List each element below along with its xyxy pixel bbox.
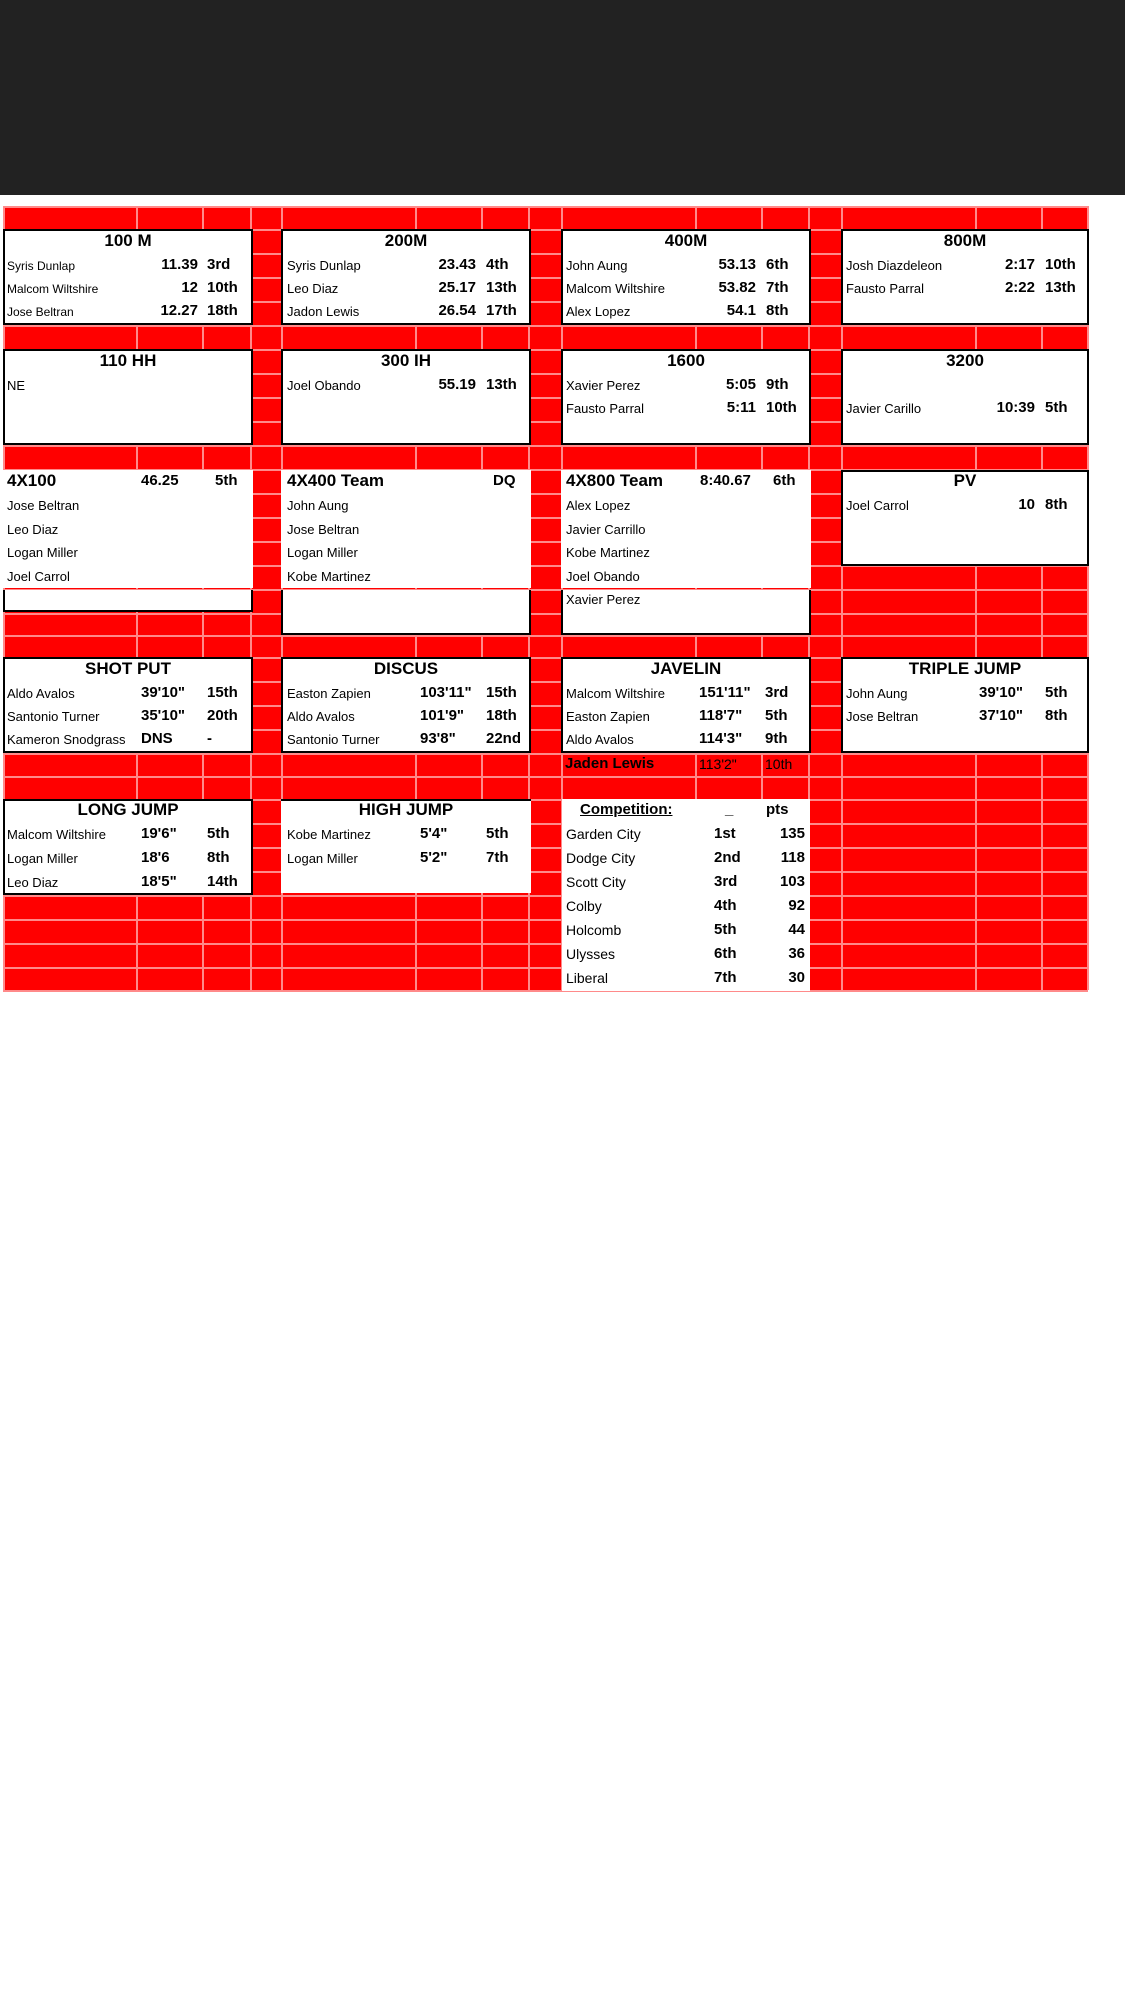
athlete-mark: 11.39 bbox=[161, 256, 198, 273]
athlete-place: 3rd bbox=[765, 684, 789, 701]
team-place: 5th bbox=[714, 921, 737, 938]
athlete-place: 18th bbox=[486, 707, 517, 724]
athlete-place: 9th bbox=[765, 730, 788, 747]
athlete-name: John Aung bbox=[566, 258, 628, 273]
athlete-place: 10th bbox=[1045, 256, 1076, 273]
athlete-name: Fausto Parral bbox=[566, 401, 645, 416]
team-name: Dodge City bbox=[566, 850, 636, 866]
athlete-place: 8th bbox=[207, 849, 230, 866]
athlete-mark: 23.43 bbox=[438, 256, 476, 273]
grid-row-line bbox=[3, 635, 1088, 637]
athlete-place: 9th bbox=[766, 376, 789, 393]
athlete-place: 8th bbox=[1045, 496, 1068, 513]
athlete-mark: 113'2" bbox=[699, 756, 737, 772]
athlete-name: Leo Diaz bbox=[287, 281, 339, 296]
athlete-name: Santonio Turner bbox=[7, 709, 100, 724]
relay-title: 4X800 Team bbox=[566, 471, 664, 490]
athlete-place: 4th bbox=[486, 256, 509, 273]
athlete-name: Santonio Turner bbox=[287, 732, 380, 747]
team-place: 3rd bbox=[714, 873, 738, 890]
athlete-mark: 35'10" bbox=[141, 707, 186, 724]
athlete-place: - bbox=[207, 730, 212, 747]
athlete-name: John Aung bbox=[846, 686, 908, 701]
athlete-mark: 53.82 bbox=[718, 279, 756, 296]
event-title: DISCUS bbox=[373, 659, 439, 678]
competition-points-header: pts bbox=[766, 801, 789, 818]
athlete-place: 3rd bbox=[207, 256, 231, 273]
athlete-mark: 114'3" bbox=[699, 730, 743, 747]
athlete-place: 13th bbox=[486, 376, 517, 393]
event-title: 400M bbox=[664, 231, 708, 250]
athlete-mark: 5'4" bbox=[420, 825, 448, 842]
relay-4x400-tail bbox=[281, 590, 531, 635]
athlete-name: Xavier Perez bbox=[566, 378, 641, 393]
relay-place: 5th bbox=[215, 472, 238, 489]
athlete-place: 5th bbox=[1045, 684, 1068, 701]
event-title: SHOT PUT bbox=[85, 659, 171, 678]
athlete-mark: 101'9" bbox=[420, 707, 465, 724]
athlete-mark: 10:39 bbox=[996, 399, 1035, 416]
event-note: NE bbox=[7, 378, 26, 393]
athlete-mark: 53.13 bbox=[718, 256, 756, 273]
competition-mark-header: _ bbox=[725, 801, 734, 818]
team-name: Holcomb bbox=[566, 922, 622, 938]
relay-member: Joel Obando bbox=[566, 569, 640, 584]
athlete-place: 22nd bbox=[486, 730, 522, 747]
grid-row-line bbox=[3, 919, 1088, 921]
athlete-name: Javier Carillo bbox=[846, 401, 922, 416]
grid-row-line bbox=[3, 613, 1088, 615]
athlete-name: Syris Dunlap bbox=[7, 259, 76, 273]
relay-member: John Aung bbox=[287, 498, 349, 513]
athlete-name: Jose Beltran bbox=[7, 305, 74, 319]
athlete-name: Jaden Lewis bbox=[565, 755, 655, 772]
athlete-name: Malcom Wiltshire bbox=[7, 282, 99, 296]
athlete-mark: 5:11 bbox=[726, 399, 756, 416]
athlete-mark: 2:22 bbox=[1004, 279, 1035, 296]
event-title: TRIPLE JUMP bbox=[908, 659, 1022, 678]
athlete-place: 13th bbox=[486, 279, 517, 296]
athlete-name: Jose Beltran bbox=[846, 709, 919, 724]
athlete-place: 15th bbox=[207, 684, 238, 701]
team-place: 4th bbox=[714, 897, 737, 914]
athlete-name: Aldo Avalos bbox=[7, 686, 75, 701]
grid-row-line bbox=[3, 325, 1088, 327]
athlete-mark: 18'5" bbox=[141, 873, 177, 890]
athlete-mark: 103'11" bbox=[420, 684, 472, 701]
athlete-place: 8th bbox=[1045, 707, 1068, 724]
team-points: 92 bbox=[788, 897, 805, 914]
team-name: Colby bbox=[566, 898, 602, 914]
team-name: Ulysses bbox=[566, 946, 616, 962]
athlete-place: 10th bbox=[207, 279, 238, 296]
event-title: 800M bbox=[943, 231, 987, 250]
athlete-mark: 5'2" bbox=[420, 849, 448, 866]
athlete-place: 5th bbox=[486, 825, 509, 842]
athlete-place: 18th bbox=[207, 302, 238, 319]
event-title: 300 IH bbox=[380, 351, 432, 370]
event-title: 1600 bbox=[667, 351, 705, 370]
team-points: 44 bbox=[788, 921, 805, 938]
athlete-place: 7th bbox=[766, 279, 789, 296]
event-title: 100 M bbox=[104, 231, 152, 250]
relay-4x100-tail bbox=[3, 590, 253, 612]
athlete-name: Malcom Wiltshire bbox=[566, 686, 665, 701]
athlete-place: 17th bbox=[486, 302, 517, 319]
grid-row-line bbox=[3, 967, 1088, 969]
athlete-place: 5th bbox=[207, 825, 230, 842]
athlete-mark: 151'11" bbox=[699, 684, 751, 701]
athlete-mark: 37'10" bbox=[979, 707, 1024, 724]
athlete-place: 14th bbox=[207, 873, 238, 890]
relay-member: Jose Beltran bbox=[287, 522, 360, 537]
athlete-place: 15th bbox=[486, 684, 517, 701]
event-title: HIGH JUMP bbox=[358, 800, 454, 819]
team-name: Scott City bbox=[566, 874, 626, 890]
team-place: 6th bbox=[714, 945, 737, 962]
team-points: 36 bbox=[788, 945, 805, 962]
event-title: LONG JUMP bbox=[77, 800, 179, 819]
grid-row-line bbox=[3, 990, 1088, 992]
athlete-mark: 5:05 bbox=[725, 376, 756, 393]
team-place: 1st bbox=[714, 825, 736, 842]
athlete-name: Aldo Avalos bbox=[287, 709, 355, 724]
athlete-name: Syris Dunlap bbox=[287, 258, 361, 273]
team-points: 118 bbox=[780, 849, 805, 866]
relay-title: 4X400 Team bbox=[287, 471, 385, 490]
team-place: 2nd bbox=[714, 849, 741, 866]
athlete-place: 5th bbox=[765, 707, 788, 724]
athlete-mark: 10 bbox=[1018, 496, 1035, 513]
athlete-mark: 18'6 bbox=[141, 849, 170, 866]
relay-member: Leo Diaz bbox=[7, 522, 59, 537]
relay-member: Logan Miller bbox=[7, 545, 78, 560]
event-title: PV bbox=[953, 471, 977, 490]
relay-member: Jose Beltran bbox=[7, 498, 80, 513]
athlete-name: Easton Zapien bbox=[287, 686, 371, 701]
grid-row-line bbox=[3, 445, 1088, 447]
athlete-name: Easton Zapien bbox=[566, 709, 650, 724]
athlete-mark: 19'6" bbox=[141, 825, 177, 842]
athlete-name: Alex Lopez bbox=[566, 304, 631, 319]
athlete-place: 8th bbox=[766, 302, 789, 319]
grid-row-line bbox=[3, 776, 1088, 778]
event-title: JAVELIN bbox=[650, 659, 722, 678]
competition-title: Competition: bbox=[580, 801, 673, 818]
relay-member: Kobe Martinez bbox=[566, 545, 650, 560]
athlete-name: Joel Carrol bbox=[846, 498, 909, 513]
athlete-place: 5th bbox=[1045, 399, 1068, 416]
event-title: 200M bbox=[384, 231, 428, 250]
team-name: Liberal bbox=[566, 970, 609, 986]
athlete-mark: 118'7" bbox=[699, 707, 743, 724]
athlete-mark: 26.54 bbox=[438, 302, 476, 319]
team-points: 30 bbox=[788, 969, 805, 986]
athlete-name: Kameron Snodgrass bbox=[7, 732, 126, 747]
athlete-mark: 93'8" bbox=[420, 730, 456, 747]
athlete-name: Joel Obando bbox=[287, 378, 361, 393]
athlete-mark: 54.1 bbox=[726, 302, 756, 319]
athlete-name: Kobe Martinez bbox=[287, 827, 371, 842]
athlete-name: Logan Miller bbox=[287, 851, 358, 866]
athlete-place: 10th bbox=[765, 756, 793, 772]
athlete-place: 10th bbox=[766, 399, 797, 416]
grid-row-line bbox=[3, 753, 1088, 755]
relay-member: Xavier Perez bbox=[566, 592, 641, 607]
grid-row-line bbox=[3, 943, 1088, 945]
athlete-name: Logan Miller bbox=[7, 851, 78, 866]
athlete-name: Malcom Wiltshire bbox=[7, 827, 106, 842]
event-title: 110 HH bbox=[99, 351, 157, 370]
athlete-mark: 2:17 bbox=[1004, 256, 1035, 273]
relay-place: 6th bbox=[773, 472, 796, 489]
relay-member: Logan Miller bbox=[287, 545, 358, 560]
athlete-mark: 39'10" bbox=[979, 684, 1024, 701]
athlete-place: 6th bbox=[766, 256, 789, 273]
athlete-name: Jadon Lewis bbox=[287, 304, 360, 319]
relay-mark: 8:40.67 bbox=[700, 472, 751, 489]
relay-member: Alex Lopez bbox=[566, 498, 631, 513]
team-points: 103 bbox=[779, 873, 805, 890]
athlete-place: 7th bbox=[486, 849, 509, 866]
grid-row-line bbox=[3, 895, 1088, 897]
athlete-mark: 39'10" bbox=[141, 684, 186, 701]
team-place: 7th bbox=[714, 969, 737, 986]
grid-row-line bbox=[3, 206, 1088, 208]
athlete-mark: DNS bbox=[141, 730, 173, 747]
relay-mark: DQ bbox=[493, 472, 516, 489]
relay-member: Kobe Martinez bbox=[287, 569, 371, 584]
athlete-name: Aldo Avalos bbox=[566, 732, 634, 747]
athlete-mark: 55.19 bbox=[438, 376, 476, 393]
athlete-name: Leo Diaz bbox=[7, 875, 59, 890]
athlete-name: Malcom Wiltshire bbox=[566, 281, 665, 296]
team-points: 135 bbox=[779, 825, 805, 842]
athlete-mark: 25.17 bbox=[438, 279, 476, 296]
athlete-name: Fausto Parral bbox=[846, 281, 925, 296]
athlete-mark: 12 bbox=[181, 279, 198, 296]
athlete-name: Josh Diazdeleon bbox=[846, 258, 943, 273]
athlete-mark: 12.27 bbox=[160, 302, 198, 319]
relay-mark: 46.25 bbox=[141, 472, 179, 489]
relay-member: Javier Carrillo bbox=[566, 522, 646, 537]
athlete-place: 13th bbox=[1045, 279, 1076, 296]
relay-member: Joel Carrol bbox=[7, 569, 70, 584]
team-name: Garden City bbox=[566, 826, 641, 842]
event-title: 3200 bbox=[946, 351, 984, 370]
relay-title: 4X100 bbox=[7, 471, 57, 490]
athlete-place: 20th bbox=[207, 707, 238, 724]
